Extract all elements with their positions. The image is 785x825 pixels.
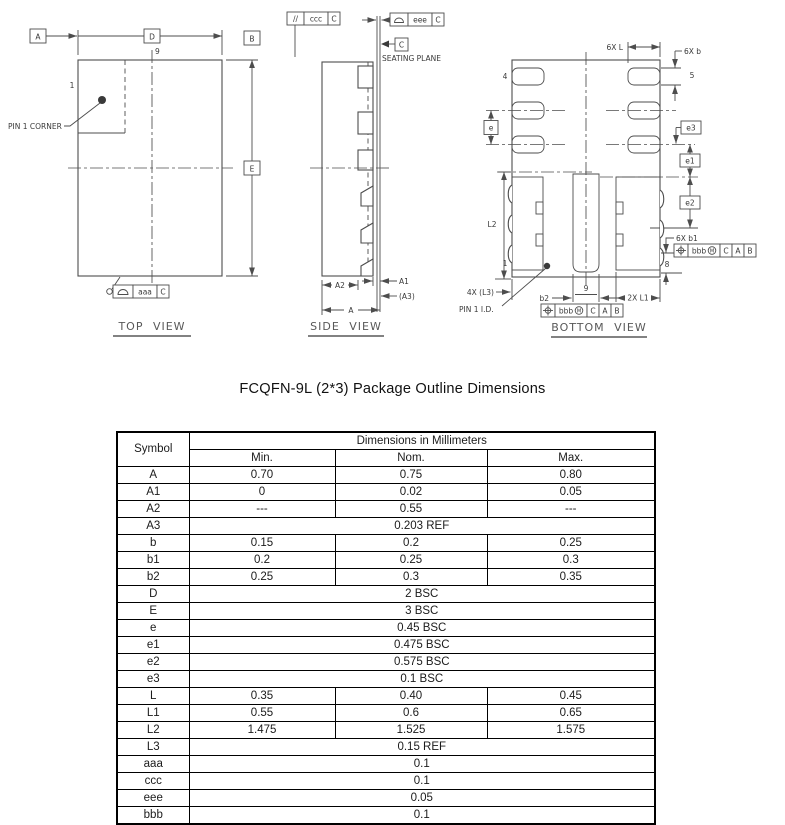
value-cell: 3 BSC bbox=[189, 603, 655, 620]
min-cell: 0 bbox=[189, 484, 335, 501]
symbol-header: Symbol bbox=[117, 432, 189, 467]
symbol-cell: E bbox=[117, 603, 189, 620]
dim-label-6x-b1: 6X b1 bbox=[676, 234, 698, 243]
max-cell: 0.45 bbox=[487, 688, 655, 705]
dim-label-4x-l3: 4X (L3) bbox=[466, 288, 494, 297]
dim-label-6x-b: 6X b bbox=[684, 47, 702, 56]
side-view bbox=[287, 12, 444, 336]
table-row bbox=[117, 773, 655, 790]
value-cell: 0.1 BSC bbox=[189, 671, 655, 688]
table-row bbox=[117, 722, 655, 739]
dimension-d bbox=[78, 29, 222, 55]
symbol-cell: e1 bbox=[117, 637, 189, 654]
fcf-bbb-bottom bbox=[541, 304, 623, 317]
bottom-view-title: BOTTOM VIEW bbox=[551, 321, 647, 334]
fcf-datum-c: C bbox=[590, 306, 596, 316]
datum-a-label: A bbox=[35, 32, 41, 42]
nom-cell: 0.75 bbox=[335, 467, 487, 484]
min-cell: 0.70 bbox=[189, 467, 335, 484]
symbol-cell: e2 bbox=[117, 654, 189, 671]
side-view-caption bbox=[308, 320, 384, 336]
symbol-cell: ccc bbox=[117, 773, 189, 790]
top-view-caption bbox=[113, 320, 191, 336]
symbol-cell: D bbox=[117, 586, 189, 603]
table-row bbox=[117, 586, 655, 603]
pin-number-9: 9 bbox=[583, 284, 589, 293]
symbol-cell: L3 bbox=[117, 739, 189, 756]
max-cell: 0.3 bbox=[487, 552, 655, 569]
symbol-cell: b1 bbox=[117, 552, 189, 569]
page-title: FCQFN-9L (2*3) Package Outline Dimensions bbox=[239, 381, 546, 397]
symbol-cell: e3 bbox=[117, 671, 189, 688]
table-row bbox=[117, 484, 655, 501]
pin1-corner-label: PIN 1 CORNER bbox=[8, 122, 62, 131]
symbol-cell: eee bbox=[117, 790, 189, 807]
dimension-6x-b1 bbox=[661, 234, 698, 285]
fcf-eee bbox=[362, 13, 444, 26]
value-cell: 2 BSC bbox=[189, 586, 655, 603]
min-cell: 1.475 bbox=[189, 722, 335, 739]
dim-label-a: A bbox=[348, 306, 354, 315]
symbol-cell: b bbox=[117, 535, 189, 552]
pin-number-1: 1 bbox=[502, 259, 508, 268]
nom-cell: 0.25 bbox=[335, 552, 487, 569]
datum-a bbox=[30, 29, 77, 43]
fcf-bbb-tolerance: bbb bbox=[691, 246, 707, 256]
table-row bbox=[117, 552, 655, 569]
min-cell: 0.15 bbox=[189, 535, 335, 552]
dimension-4x-l3 bbox=[467, 288, 511, 297]
dim-label-d: D bbox=[149, 32, 155, 42]
seating-plane-label: SEATING PLANE bbox=[382, 54, 442, 63]
table-row bbox=[117, 756, 655, 773]
dim-label-b2: b2 bbox=[539, 294, 549, 303]
table-row bbox=[117, 790, 655, 807]
pin1-id-dot bbox=[544, 263, 550, 269]
max-cell: 0.80 bbox=[487, 467, 655, 484]
nom-cell: 0.3 bbox=[335, 569, 487, 586]
fcf-bbb-tolerance: bbb bbox=[558, 306, 574, 316]
table-row bbox=[117, 637, 655, 654]
fcf-eee-datum: C bbox=[435, 15, 441, 25]
table-row bbox=[117, 569, 655, 586]
fcf-bbb-right bbox=[674, 244, 756, 257]
symbol-cell: A bbox=[117, 467, 189, 484]
value-cell: 0.1 bbox=[189, 773, 655, 790]
dim-label-a3: (A3) bbox=[399, 292, 415, 301]
top-view-centerlines bbox=[68, 50, 233, 285]
symbol-cell: b2 bbox=[117, 569, 189, 586]
fcf-datum-a: A bbox=[602, 306, 608, 316]
value-cell: 0.203 REF bbox=[189, 518, 655, 535]
table-row bbox=[117, 501, 655, 518]
dim-label-a1: A1 bbox=[399, 277, 409, 286]
datum-c-seating-plane bbox=[381, 38, 441, 63]
table-row bbox=[117, 807, 655, 825]
dimension-6x-b bbox=[661, 47, 701, 101]
fcf-datum-b: B bbox=[747, 246, 753, 256]
fcf-eee-tolerance: eee bbox=[413, 15, 427, 25]
table-row bbox=[117, 467, 655, 484]
col-header-max: Max. bbox=[487, 450, 655, 467]
pin-number-4: 4 bbox=[502, 72, 508, 81]
col-header-nom: Nom. bbox=[335, 450, 487, 467]
value-cell: 0.45 BSC bbox=[189, 620, 655, 637]
symbol-cell: A3 bbox=[117, 518, 189, 535]
dimension-b2 bbox=[539, 284, 620, 303]
pin-number-8: 8 bbox=[664, 260, 670, 269]
max-cell: --- bbox=[487, 501, 655, 518]
side-view-bottom-dimensions bbox=[322, 277, 415, 315]
table-row bbox=[117, 518, 655, 535]
table-header-row bbox=[117, 432, 655, 450]
max-cell: 1.575 bbox=[487, 722, 655, 739]
side-view-title: SIDE VIEW bbox=[310, 320, 382, 333]
table-row bbox=[117, 705, 655, 722]
dim-label-a2: A2 bbox=[335, 281, 345, 290]
max-cell: 0.25 bbox=[487, 535, 655, 552]
col-header-min: Min. bbox=[189, 450, 335, 467]
dimension-e1 bbox=[680, 145, 700, 178]
pin-number-9: 9 bbox=[155, 47, 160, 56]
dim-label-e1: e1 bbox=[685, 156, 695, 166]
datum-c-label: C bbox=[398, 40, 405, 50]
value-cell: 0.05 bbox=[189, 790, 655, 807]
top-view bbox=[8, 29, 260, 336]
nom-cell: 0.55 bbox=[335, 501, 487, 518]
value-cell: 0.575 BSC bbox=[189, 654, 655, 671]
value-cell: 0.15 REF bbox=[189, 739, 655, 756]
fcf-datum-c: C bbox=[723, 246, 729, 256]
fcf-datum-b: B bbox=[614, 306, 620, 316]
max-cell: 0.65 bbox=[487, 705, 655, 722]
symbol-cell: L bbox=[117, 688, 189, 705]
dim-label-l2: L2 bbox=[487, 220, 497, 229]
datum-arrow-icon bbox=[381, 41, 389, 48]
dim-label-e3: e3 bbox=[686, 123, 696, 133]
dimension-e-pitch bbox=[484, 111, 498, 145]
pin1-marker-dot bbox=[98, 96, 106, 104]
fcf-ccc-datum: C bbox=[331, 14, 337, 24]
nom-cell: 0.6 bbox=[335, 705, 487, 722]
min-cell: 0.55 bbox=[189, 705, 335, 722]
dimension-e2 bbox=[680, 177, 700, 228]
nom-cell: 1.525 bbox=[335, 722, 487, 739]
min-cell: 0.2 bbox=[189, 552, 335, 569]
min-cell: 0.25 bbox=[189, 569, 335, 586]
symbol-cell: A1 bbox=[117, 484, 189, 501]
dim-label-e2: e2 bbox=[685, 198, 695, 208]
nom-cell: 0.2 bbox=[335, 535, 487, 552]
symbol-cell: L1 bbox=[117, 705, 189, 722]
pad-row-centerlines bbox=[486, 111, 698, 229]
parallelism-icon: // bbox=[292, 14, 299, 24]
dimension-e3 bbox=[676, 121, 701, 144]
symbol-cell: A2 bbox=[117, 501, 189, 518]
dim-label-e-pitch: e bbox=[488, 123, 494, 133]
max-cell: 0.05 bbox=[487, 484, 655, 501]
mmc-letter: M bbox=[576, 308, 582, 315]
value-cell: 0.1 bbox=[189, 807, 655, 825]
fcf-ccc-tolerance: ccc bbox=[309, 14, 323, 24]
table-row bbox=[117, 603, 655, 620]
symbol-cell: e bbox=[117, 620, 189, 637]
dimensions-table bbox=[116, 431, 656, 825]
dimension-2x-l1 bbox=[617, 294, 660, 303]
fcf-aaa bbox=[107, 277, 169, 298]
nom-cell: 0.40 bbox=[335, 688, 487, 705]
fcf-aaa-tolerance: aaa bbox=[138, 287, 152, 297]
dim-label-2x-l1: 2X L1 bbox=[627, 293, 649, 303]
top-view-title: TOP VIEW bbox=[118, 320, 186, 333]
nom-cell: 0.02 bbox=[335, 484, 487, 501]
side-view-lead-profiles bbox=[358, 66, 373, 276]
dimension-l2 bbox=[488, 172, 511, 279]
symbol-cell: L2 bbox=[117, 722, 189, 739]
mmc-letter: M bbox=[709, 248, 715, 255]
value-cell: 0.1 bbox=[189, 756, 655, 773]
dim-label-e: E bbox=[249, 164, 255, 174]
fcf-datum-a: A bbox=[735, 246, 741, 256]
group-header: Dimensions in Millimeters bbox=[189, 432, 655, 450]
table-row bbox=[117, 654, 655, 671]
datum-b-label: B bbox=[249, 34, 255, 44]
symbol-cell: bbb bbox=[117, 807, 189, 825]
pin1-id-label: PIN 1 I.D. bbox=[459, 305, 494, 314]
bottom-view bbox=[459, 42, 756, 337]
table-row bbox=[117, 739, 655, 756]
datum-b bbox=[244, 31, 260, 45]
min-cell: --- bbox=[189, 501, 335, 518]
fcf-ccc bbox=[287, 12, 340, 57]
package-outline-drawing bbox=[0, 0, 785, 365]
table-row bbox=[117, 688, 655, 705]
bottom-view-caption bbox=[551, 321, 647, 337]
pin1-corner-chamfer bbox=[78, 60, 125, 133]
dim-label-6x-l: 6X L bbox=[606, 43, 623, 52]
fcf-aaa-datum: C bbox=[160, 287, 166, 297]
table-row bbox=[117, 620, 655, 637]
table-row bbox=[117, 671, 655, 688]
symbol-cell: aaa bbox=[117, 756, 189, 773]
pin1-corner-callout bbox=[8, 103, 100, 131]
table-subheader-row bbox=[117, 450, 655, 467]
max-cell: 0.35 bbox=[487, 569, 655, 586]
pin-number-1: 1 bbox=[69, 81, 75, 90]
min-cell: 0.35 bbox=[189, 688, 335, 705]
table-row bbox=[117, 535, 655, 552]
value-cell: 0.475 BSC bbox=[189, 637, 655, 654]
pin-number-5: 5 bbox=[689, 71, 695, 80]
